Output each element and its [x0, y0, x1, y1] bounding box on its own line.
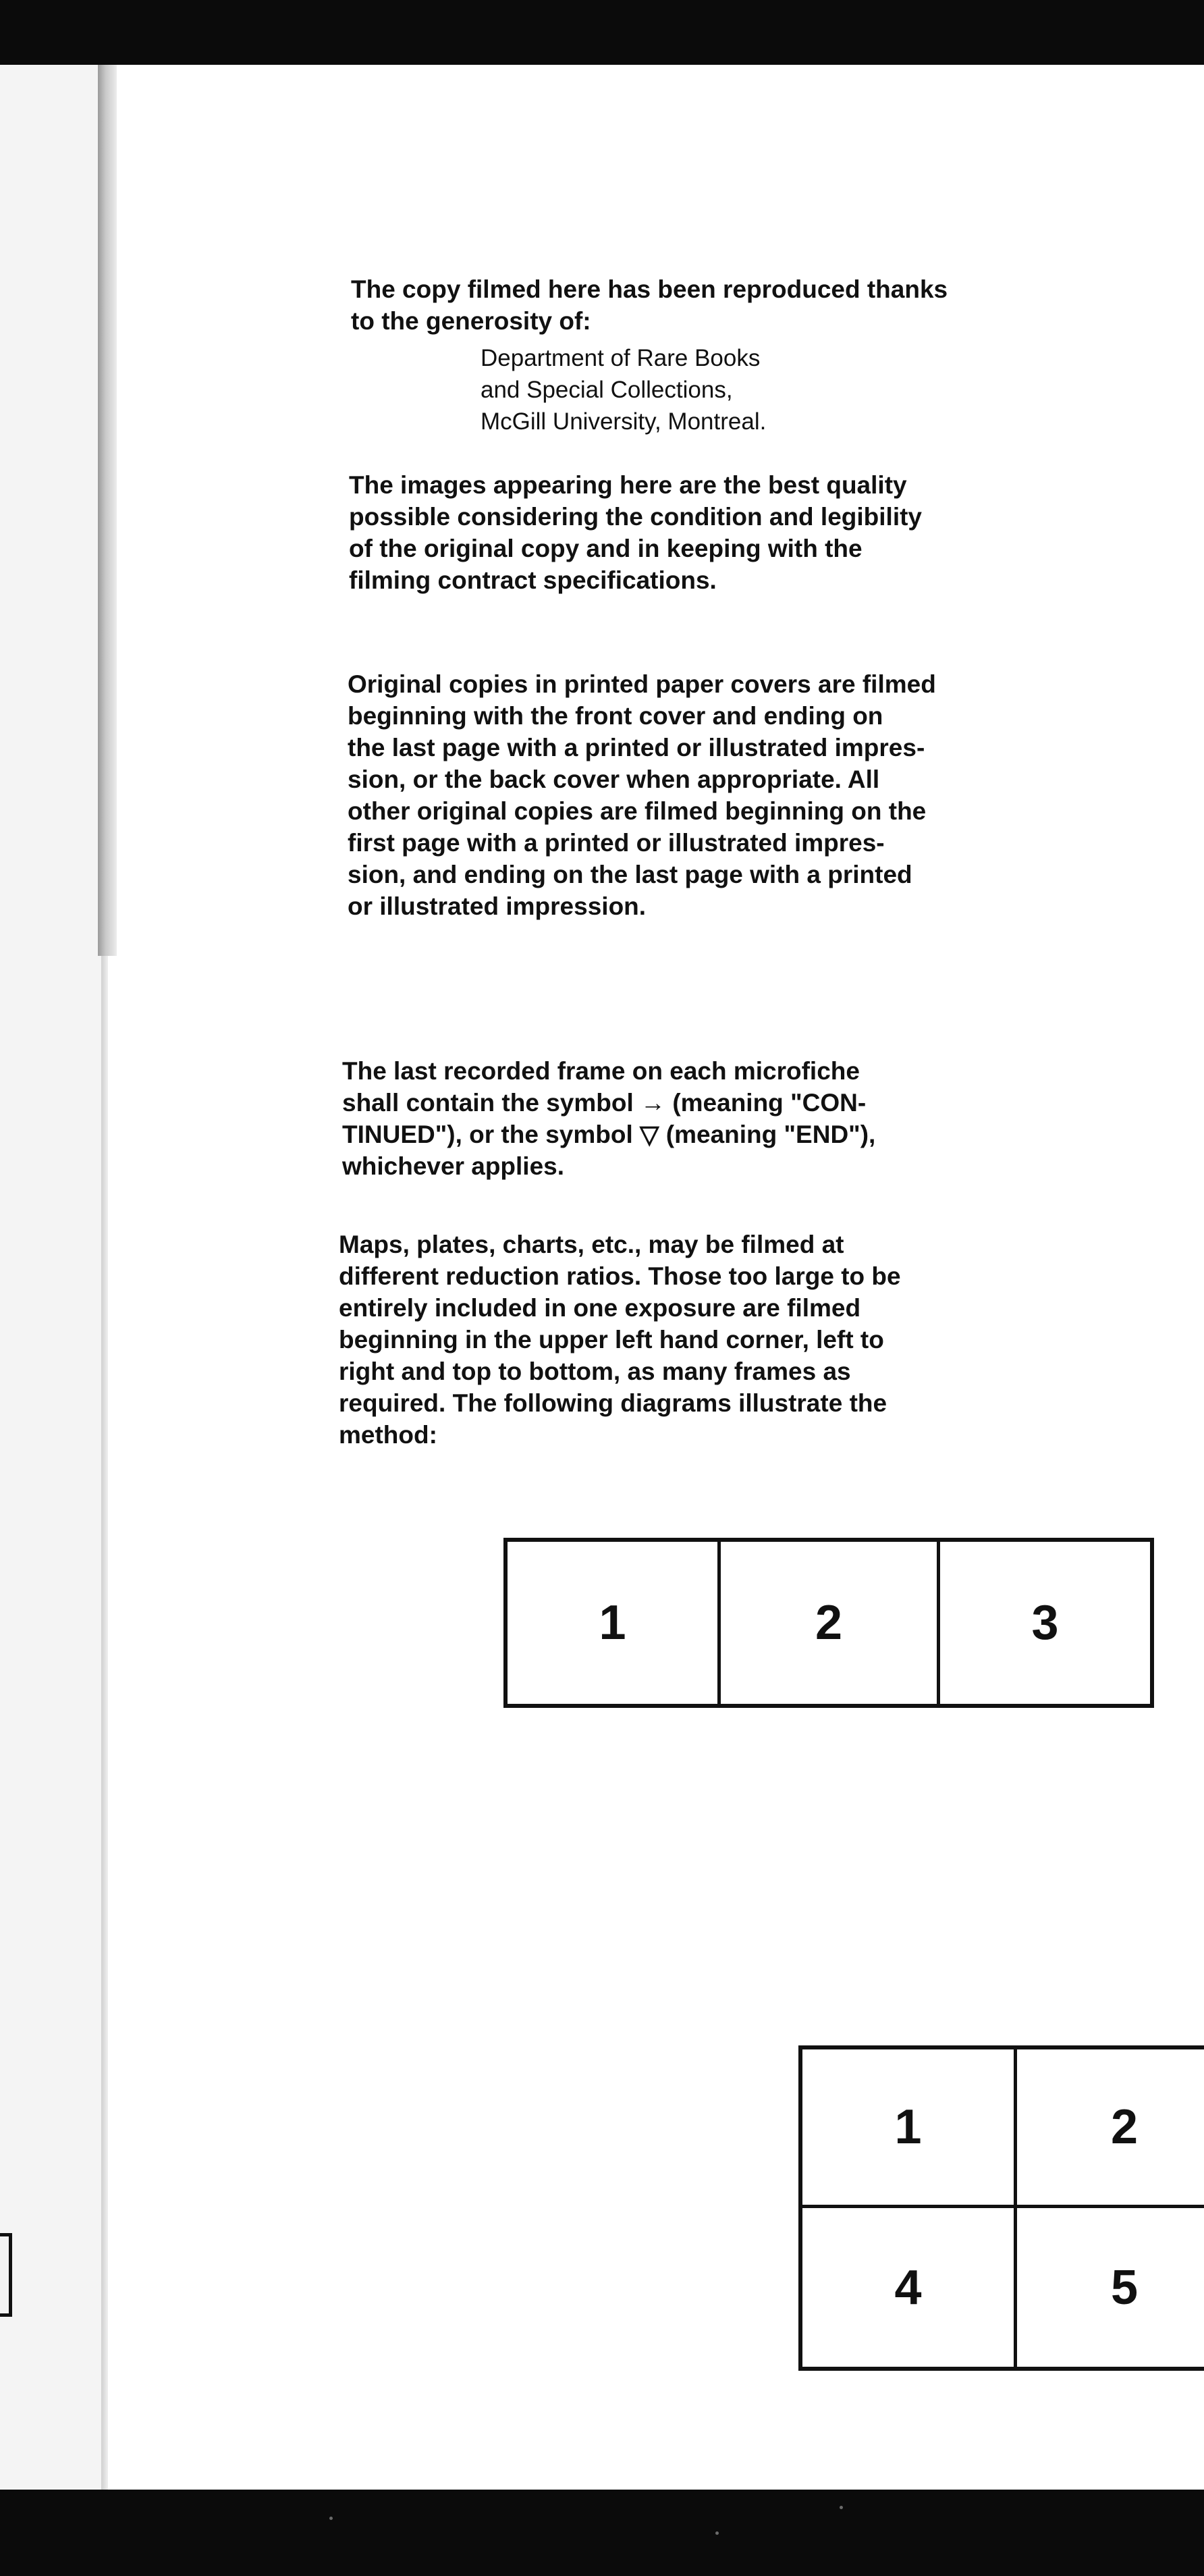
frame-cell: 2: [721, 1542, 940, 1704]
film-bottom-border: [0, 2490, 1204, 2576]
quality-line: of the original copy and in keeping with the: [349, 535, 863, 562]
symbol-line: whichever applies.: [342, 1152, 565, 1180]
filming-order-paragraph: [348, 668, 936, 922]
frame-cell: 1: [802, 2049, 1017, 2208]
institution-line: Department of Rare Books: [481, 345, 761, 371]
filming-order-line: sion, or the back cover when appropriate. All: [348, 766, 880, 793]
credit-paragraph: [351, 273, 948, 337]
credit-line: to the generosity of:: [351, 307, 591, 335]
frame-cell: 2: [1017, 2049, 1204, 2208]
three-frame-diagram: [503, 1538, 1154, 1708]
maps-line: beginning in the upper left hand corner, left to: [339, 1326, 884, 1353]
filming-order-line: Original copies in printed paper covers are filmed: [348, 670, 936, 698]
quality-line: The images appearing here are the best quality: [349, 471, 907, 499]
page-edge-shadow: [98, 65, 117, 956]
filming-order-line: first page with a printed or illustrated impres-: [348, 829, 885, 857]
frame-cell: 1: [508, 1542, 721, 1704]
film-top-border: [0, 0, 1204, 65]
institution-line: and Special Collections,: [481, 377, 733, 403]
filming-order-line: beginning with the front cover and ending on: [348, 702, 883, 730]
symbol-text: (meaning "END"),: [665, 1121, 876, 1148]
maps-line: method:: [339, 1421, 437, 1449]
symbol-line: The last recorded frame on each microfiche: [342, 1057, 860, 1085]
filming-order-line: the last page with a printed or illustrated impres-: [348, 734, 925, 761]
maps-line: Maps, plates, charts, etc., may be filmed at: [339, 1231, 844, 1258]
maps-line: different reduction ratios. Those too large to be: [339, 1262, 901, 1290]
symbol-line: [342, 1087, 875, 1119]
end-triangle-icon: ▽: [640, 1121, 659, 1148]
filming-order-line: other original copies are filmed beginning on the: [348, 797, 927, 825]
institution-block: [481, 342, 766, 437]
symbol-text: TINUED"), or the symbol: [342, 1121, 633, 1148]
frame-cell: 3: [1031, 1596, 1059, 1650]
six-frame-diagram: [798, 2045, 1204, 2371]
left-film-margin: [0, 65, 101, 2490]
filming-order-line: or illustrated impression.: [348, 892, 647, 920]
credit-line: The copy filmed here has been reproduced thanks: [351, 275, 948, 303]
institution-line: McGill University, Montreal.: [481, 408, 767, 435]
maps-line: right and top to bottom, as many frames as: [339, 1358, 851, 1385]
symbol-text: (meaning "CON-: [672, 1089, 867, 1117]
frame-cell: 5: [1110, 2260, 1139, 2315]
continued-arrow-icon: →: [640, 1089, 666, 1117]
maps-line: required. The following diagrams illustrate the: [339, 1389, 887, 1417]
frame-cell: 4: [802, 2208, 1017, 2367]
symbol-line: [342, 1119, 875, 1150]
maps-line: entirely included in one exposure are filmed: [339, 1294, 861, 1322]
quality-paragraph: [349, 469, 922, 596]
adjacent-frame-fragment: [0, 2233, 12, 2317]
quality-line: possible considering the condition and legibility: [349, 503, 923, 531]
symbol-paragraph: [342, 1055, 875, 1182]
page-edge-shadow-lower: [101, 956, 108, 2490]
symbol-text: shall contain the symbol: [342, 1089, 634, 1117]
quality-line: filming contract specifications.: [349, 566, 717, 594]
filming-order-line: sion, and ending on the last page with a printed: [348, 861, 912, 888]
maps-paragraph: [339, 1229, 901, 1451]
